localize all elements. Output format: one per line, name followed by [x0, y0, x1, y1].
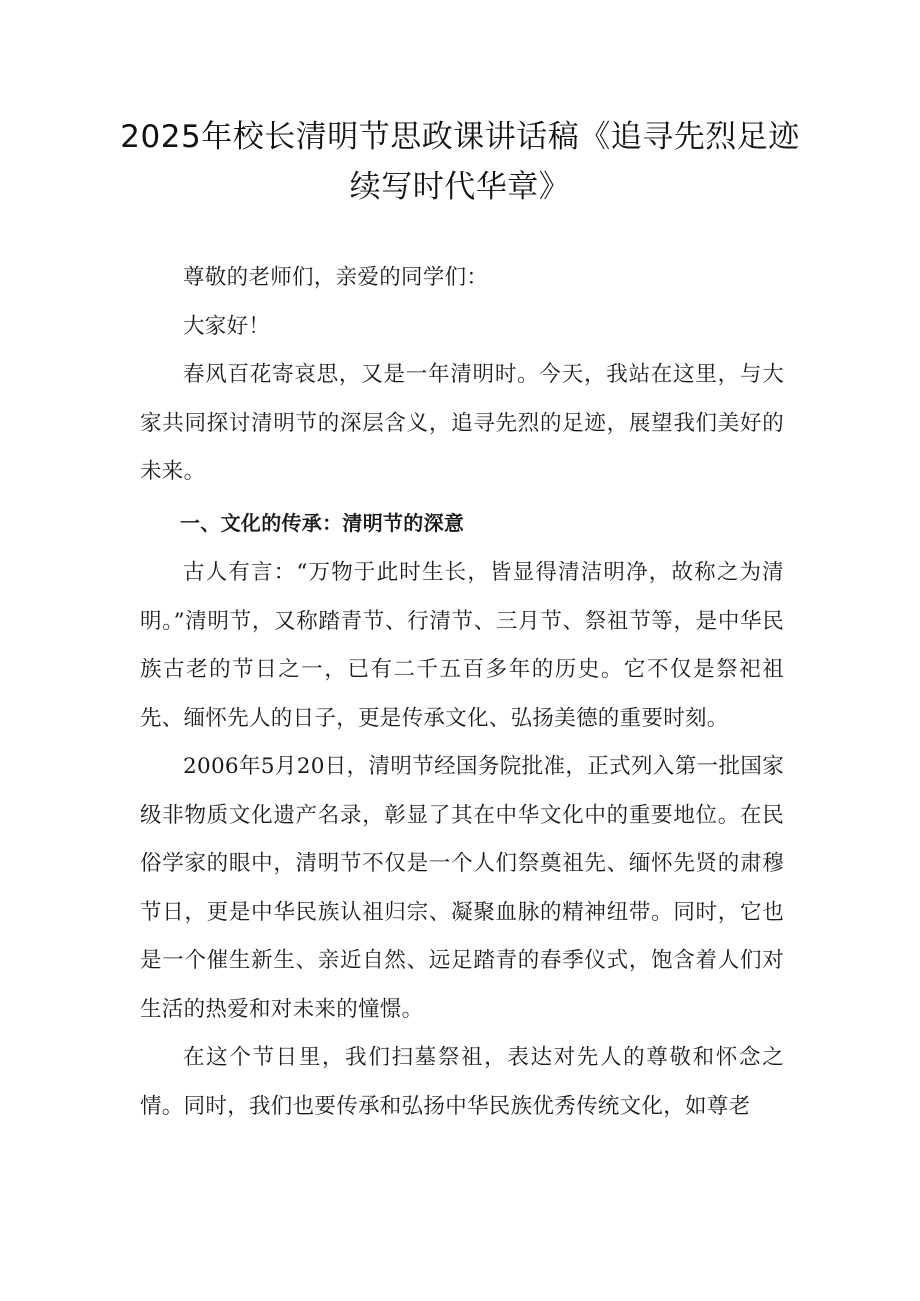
greeting-paragraph: 大家好！ — [183, 313, 271, 339]
body-paragraph: 古人有言：“万物于此时生长，皆显得清洁明净，故称之为清明。”清明节，又称踏青节、行清节、三月节、祭祖节等，是中华民族古老的节日之一，已有二千五百多年的历史。它不仅是祭祀祖先、缅怀先人的日子，更是传承文化、弘扬美德的重要时刻。 — [140, 560, 784, 731]
body-paragraph: 2006年5月20日，清明节经国务院批准，正式列入第一批国家级非物质文化遗产名录，彰显了其在中华文化中的重要地位。在民俗学家的眼中，清明节不仅是一个人们祭奠祖先、缅怀先贤的肃穆节日，更是中华民族认祖归宗、凝聚血脉的精神纽带。同时，它也是一个催生新生、亲近自然、远足踏青的春季仪式，饱含着人们对生活的热爱和对未来的憧憬。 — [140, 754, 784, 1022]
section-heading: 一、文化的传承：清明节的深意 — [180, 510, 465, 535]
document-title: 2025年校长清明节思政课讲话稿《追寻先烈足迹续写时代华章》 — [120, 119, 800, 205]
intro-paragraph: 春风百花寄哀思，又是一年清明时。今天，我站在这里，与大家共同探讨清明节的深层含义，追寻先烈的足迹，展望我们美好的未来。 — [140, 362, 784, 484]
salutation-paragraph: 尊敬的老师们，亲爱的同学们： — [183, 265, 489, 290]
document-body — [140, 254, 784, 1131]
body-paragraph: 在这个节日里，我们扫墓祭祖，表达对先人的尊敬和怀念之情。同时，我们也要传承和弘扬中华民族优秀传统文化，如尊老 — [140, 1045, 784, 1119]
